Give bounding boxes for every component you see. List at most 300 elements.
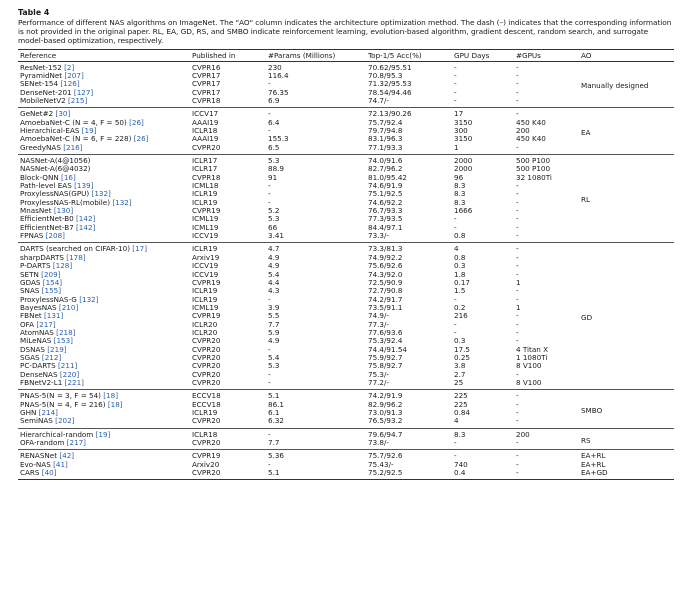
citation-link[interactable]: [154] [42, 278, 63, 287]
cell-gpu-days: 0.25 [454, 353, 471, 362]
cell-gpus: 200 [516, 127, 530, 136]
cell-gpus: - [516, 253, 519, 262]
cell-params: 5.4 [268, 353, 280, 362]
cell-params: 5.5 [268, 312, 280, 321]
cell-params: - [268, 182, 271, 191]
citation-link[interactable]: [132] [79, 295, 99, 304]
cell-reference [18, 108, 190, 119]
method-name: ProxylessNAS-G [20, 295, 77, 304]
cell-published-in: ICLR17 [192, 156, 218, 166]
header-gpus: #GPUs [514, 49, 579, 61]
cell-params: 91 [268, 173, 278, 182]
cell-reference [18, 207, 190, 215]
cell-accuracy: 75.6/92.6 [368, 262, 403, 271]
citation-link[interactable]: [155] [41, 287, 62, 296]
cell-published-in: CVPR20 [192, 362, 221, 371]
citation-link[interactable]: [127] [73, 88, 94, 97]
citation-link[interactable]: [18] [103, 391, 119, 401]
cell-published-in: ICCV19 [192, 232, 219, 241]
cell-gpus: - [516, 198, 519, 207]
method-name: GHN [20, 409, 37, 418]
cell-accuracy: 74.6/91.9 [368, 182, 403, 191]
cell-gpus: 32 1080Ti [516, 173, 552, 182]
citation-link[interactable]: [26] [129, 118, 144, 127]
cell-params: 4.9 [268, 262, 280, 271]
method-name: ProxylessNAS(GPU) [20, 190, 90, 199]
cell-accuracy: 81.0/95.42 [368, 173, 408, 182]
cell-ao: GD [581, 312, 593, 322]
cell-accuracy: 77.6/93.6 [368, 328, 403, 337]
cell-gpu-days: 2000 [454, 156, 473, 166]
citation-link[interactable]: [178] [66, 253, 86, 262]
table-header-row [18, 49, 674, 61]
cell-reference [18, 417, 190, 428]
method-name: PC-DARTS [20, 362, 56, 371]
cell-gpu-days: 4 [454, 244, 459, 254]
table-row [18, 329, 674, 337]
cell-gpu-days: 0.3 [454, 337, 466, 346]
cell-reference [18, 215, 190, 223]
method-name: EfficientNet-B0 [20, 215, 74, 224]
cell-published-in: ECCV18 [192, 400, 221, 409]
cell-accuracy: 74.7/- [368, 96, 390, 105]
cell-reference [18, 155, 190, 166]
cell-gpus: - [516, 370, 519, 379]
cell-gpu-days: - [454, 88, 457, 97]
cell-published-in: CVPR20 [192, 370, 221, 379]
citation-link[interactable]: [132] [91, 190, 111, 199]
header-reference: Reference [18, 49, 190, 61]
cell-gpus: - [516, 223, 519, 232]
citation-link[interactable]: [128] [52, 262, 73, 271]
table-row [18, 461, 674, 469]
table-row-group [18, 450, 674, 480]
cell-ao: EA+GD [581, 469, 608, 478]
cell-gpus: - [516, 337, 519, 346]
table-row [18, 182, 674, 190]
cell-reference [18, 439, 190, 450]
citation-link[interactable]: [207] [64, 71, 84, 80]
method-name: MnasNet [20, 207, 52, 216]
cell-gpus: 500 P100 [516, 165, 551, 174]
method-name: MobileNetV2 [20, 96, 66, 105]
cell-published-in: CVPR16 [192, 62, 221, 72]
cell-gpus: - [516, 400, 519, 409]
citation-link[interactable]: [40] [41, 469, 57, 478]
citation-link[interactable]: [210] [58, 303, 79, 312]
citation-link[interactable]: [19] [95, 429, 111, 439]
cell-gpu-days: 0.84 [454, 409, 471, 418]
method-name: P-DARTS [20, 262, 51, 271]
cell-params: - [268, 429, 271, 439]
cell-published-in: CVPR17 [192, 80, 221, 89]
cell-accuracy: 72.13/90.26 [368, 109, 412, 119]
cell-ao: RL [581, 195, 590, 205]
cell-gpu-days: 8.3 [454, 429, 466, 439]
cell-gpus: - [516, 96, 519, 105]
citation-link[interactable]: [216] [63, 143, 83, 152]
cell-accuracy: 75.43/- [368, 460, 394, 469]
cell-published-in: ECCV18 [192, 391, 221, 401]
cell-reference [18, 80, 190, 88]
citation-link[interactable]: [19] [81, 127, 97, 136]
citation-link[interactable]: [126] [60, 80, 80, 89]
cell-gpu-days: 1.8 [454, 270, 466, 279]
cell-params: 76.35 [268, 88, 289, 97]
citation-link[interactable]: [41] [53, 460, 68, 469]
cell-published-in: ICLR19 [192, 244, 218, 254]
citation-link[interactable]: [42] [59, 451, 75, 461]
cell-gpu-days: 2.7 [454, 370, 466, 379]
method-name: GreedyNAS [20, 143, 61, 152]
cell-params: 5.3 [268, 156, 280, 166]
cell-gpu-days: 0.17 [454, 278, 471, 287]
method-name: BayesNAS [20, 303, 57, 312]
method-name: MiLeNAS [20, 337, 52, 346]
cell-params: 6.4 [268, 118, 280, 127]
table-row [18, 469, 674, 480]
cell-params: 5.4 [268, 270, 280, 279]
header-accuracy: Top-1/5 Acc(%) [366, 49, 452, 61]
cell-gpu-days: 1 [454, 143, 459, 152]
cell-params: - [268, 378, 271, 387]
method-name: NASNet-A(4@1056) [20, 156, 91, 166]
cell-accuracy: 75.7/92.6 [368, 451, 403, 461]
cell-ao: EA+RL [581, 460, 606, 469]
cell-accuracy: 74.0/91.6 [368, 156, 403, 166]
method-name: FPNAS [20, 232, 44, 241]
cell-gpu-days: - [454, 96, 457, 105]
cell-params: 4.7 [268, 244, 280, 254]
cell-gpus: - [516, 143, 519, 152]
cell-published-in: Arxiv20 [192, 460, 220, 469]
method-name: AmoebaNet-C (N = 4, F = 50) [20, 118, 127, 127]
cell-gpus: - [516, 71, 519, 80]
table-row [18, 215, 674, 223]
table-row-group [18, 61, 674, 108]
cell-params: 4.4 [268, 278, 280, 287]
table-label: Table 4 [18, 8, 50, 17]
table-row [18, 409, 674, 417]
method-name: PyramidNet [20, 71, 63, 80]
cell-reference [18, 409, 190, 417]
method-name: ResNet-152 [20, 62, 62, 72]
table-row [18, 354, 674, 362]
cell-accuracy: 75.1/92.5 [368, 190, 403, 199]
cell-gpu-days: 3150 [454, 118, 473, 127]
cell-published-in: CVPR19 [192, 312, 221, 321]
citation-link[interactable]: [30] [55, 109, 71, 119]
table-row-group [18, 243, 674, 390]
cell-accuracy: 74.9/- [368, 312, 390, 321]
table-row [18, 312, 674, 320]
table-row [18, 346, 674, 354]
cell-gpu-days: - [454, 328, 457, 337]
cell-params: - [268, 109, 271, 119]
cell-gpus: - [516, 320, 519, 329]
cell-ao: EA [581, 127, 591, 137]
cell-params: 6.1 [268, 409, 280, 418]
citation-link[interactable]: [202] [55, 417, 75, 426]
cell-gpus: - [516, 232, 519, 241]
cell-gpus: - [516, 215, 519, 224]
cell-accuracy: 70.8/95.3 [368, 71, 403, 80]
cell-published-in: ICLR19 [192, 409, 218, 418]
citation-link[interactable]: [142] [76, 223, 96, 232]
cell-gpus: 1 [516, 278, 521, 287]
method-name: SemiNAS [20, 417, 53, 426]
cell-params: - [268, 198, 271, 207]
cell-accuracy: 75.9/92.7 [368, 353, 403, 362]
cell-accuracy: 74.2/91.7 [368, 295, 403, 304]
cell-gpu-days: 96 [454, 173, 464, 182]
method-name: AmoebaNet-C (N = 6, F = 228) [20, 135, 132, 144]
citation-link[interactable]: [17] [132, 244, 148, 254]
cell-reference [18, 279, 190, 287]
method-name: AtomNAS [20, 328, 54, 337]
cell-params: 230 [268, 62, 282, 72]
cell-params: 5.3 [268, 215, 280, 224]
citation-link[interactable]: [18] [107, 400, 123, 409]
cell-gpus: 1 1080Ti [516, 353, 548, 362]
cell-gpus: - [516, 328, 519, 337]
cell-reference [18, 354, 190, 362]
method-name: Evo-NAS [20, 460, 51, 469]
citation-link[interactable]: [219] [47, 345, 67, 354]
method-name: OFA-random [20, 439, 65, 448]
table-row [18, 207, 674, 215]
citation-link[interactable]: [2] [64, 62, 75, 72]
cell-published-in: CVPR20 [192, 439, 221, 448]
cell-gpus: - [516, 439, 519, 448]
table-row [18, 72, 674, 80]
cell-accuracy: 71.32/95.53 [368, 80, 412, 89]
cell-accuracy: 75.3/92.4 [368, 337, 403, 346]
cell-accuracy: 76.5/93.2 [368, 417, 403, 426]
cell-params: 88.9 [268, 165, 285, 174]
cell-published-in: CVPR20 [192, 353, 221, 362]
table-row [18, 127, 674, 135]
cell-reference [18, 287, 190, 295]
table-row [18, 379, 674, 390]
cell-published-in: ICLR17 [192, 165, 218, 174]
cell-accuracy: 82.9/96.2 [368, 400, 403, 409]
method-name: DSNAS [20, 345, 45, 354]
table-row [18, 287, 674, 295]
citation-link[interactable]: [211] [58, 362, 78, 371]
cell-reference [18, 89, 190, 97]
cell-gpu-days: 0.3 [454, 262, 466, 271]
cell-published-in: ICLR18 [192, 127, 218, 136]
cell-gpus: - [516, 270, 519, 279]
cell-gpus: - [516, 109, 519, 119]
cell-gpus: - [516, 417, 519, 426]
cell-accuracy: 73.3/- [368, 232, 390, 241]
cell-gpu-days: 17 [454, 109, 464, 119]
cell-params: - [268, 190, 271, 199]
cell-gpus: 450 K40 [516, 118, 546, 127]
cell-published-in: CVPR18 [192, 173, 221, 182]
cell-accuracy: 78.54/94.46 [368, 88, 412, 97]
citation-link[interactable]: [218] [56, 328, 76, 337]
cell-reference [18, 224, 190, 232]
cell-gpu-days: 740 [454, 460, 468, 469]
table-row [18, 243, 674, 254]
method-name: ProxylessNAS-RL(mobile) [20, 198, 111, 207]
cell-accuracy: 77.3/- [368, 320, 390, 329]
cell-accuracy: 77.2/- [368, 378, 390, 387]
cell-reference [18, 321, 190, 329]
citation-link[interactable]: [131] [43, 312, 64, 321]
cell-gpu-days: 2000 [454, 165, 473, 174]
cell-gpu-days: 0.4 [454, 469, 466, 478]
cell-gpus: - [516, 182, 519, 191]
cell-gpus: 1 [516, 303, 521, 312]
cell-gpus: - [516, 244, 519, 254]
cell-gpus: - [516, 460, 519, 469]
cell-gpus: - [516, 62, 519, 72]
cell-published-in: CVPR19 [192, 207, 221, 216]
cell-reference [18, 127, 190, 135]
method-name: SNAS [20, 287, 40, 296]
table-row [18, 296, 674, 304]
cell-reference [18, 190, 190, 198]
cell-accuracy: 83.1/96.3 [368, 135, 403, 144]
citation-link[interactable]: [16] [61, 173, 76, 182]
cell-gpu-days: - [454, 80, 457, 89]
cell-gpu-days: 0.8 [454, 232, 466, 241]
cell-published-in: ICCV19 [192, 262, 219, 271]
citation-link[interactable]: [221] [64, 378, 84, 387]
cell-published-in: ICML19 [192, 223, 219, 232]
table-row-group [18, 390, 674, 428]
citation-link[interactable]: [215] [67, 96, 88, 105]
citation-link[interactable]: [212] [41, 353, 62, 362]
table-row [18, 401, 674, 409]
cell-gpu-days: 1666 [454, 207, 473, 216]
cell-params: 4.9 [268, 253, 280, 262]
cell-params: - [268, 370, 271, 379]
cell-reference [18, 362, 190, 370]
citation-link[interactable]: [220] [59, 370, 80, 379]
cell-reference [18, 182, 190, 190]
citation-link[interactable]: [217] [66, 439, 86, 448]
cell-gpu-days: - [454, 215, 457, 224]
method-name: CARS [20, 469, 40, 478]
cell-gpu-days: - [454, 295, 457, 304]
method-name: SGAS [20, 353, 40, 362]
cell-published-in: ICML18 [192, 182, 219, 191]
cell-gpus: - [516, 391, 519, 401]
cell-reference [18, 199, 190, 207]
cell-gpu-days: - [454, 451, 457, 461]
citation-link[interactable]: [142] [76, 215, 96, 224]
table-row-group [18, 108, 674, 155]
cell-params: - [268, 127, 271, 136]
method-name: Block-QNN [20, 173, 59, 182]
cell-reference [18, 379, 190, 390]
cell-gpu-days: - [454, 223, 457, 232]
cell-gpus: 8 V100 [516, 362, 542, 371]
cell-published-in: ICML19 [192, 303, 219, 312]
cell-reference [18, 254, 190, 262]
cell-published-in: ICLR20 [192, 328, 218, 337]
citation-link[interactable]: [130] [53, 207, 74, 216]
cell-accuracy: 79.6/94.7 [368, 429, 403, 439]
cell-gpu-days: - [454, 320, 457, 329]
cell-accuracy: 75.7/92.4 [368, 118, 403, 127]
method-name: Hierarchical-EAS [20, 127, 80, 136]
cell-reference [18, 61, 190, 72]
cell-accuracy: 79.7/94.8 [368, 127, 403, 136]
table-row [18, 89, 674, 97]
citation-link[interactable]: [209] [41, 270, 61, 279]
cell-gpus: 4 Titan X [516, 345, 549, 354]
table-row [18, 224, 674, 232]
citation-link[interactable]: [26] [133, 135, 149, 144]
cell-gpu-days: 25 [454, 378, 464, 387]
cell-reference [18, 469, 190, 480]
cell-reference [18, 232, 190, 243]
citation-link[interactable]: [153] [53, 337, 73, 346]
method-name: GeNet#2 [20, 109, 54, 119]
cell-gpu-days: 3150 [454, 135, 473, 144]
cell-params: 86.1 [268, 400, 285, 409]
header-params: #Params (Millions) [266, 49, 366, 61]
citation-link[interactable]: [139] [74, 182, 94, 191]
cell-published-in: CVPR18 [192, 96, 221, 105]
citation-link[interactable]: [217] [36, 320, 56, 329]
method-name: SENet-154 [20, 80, 59, 89]
cell-reference [18, 450, 190, 461]
table-row-group [18, 428, 674, 450]
cell-accuracy: 74.3/92.0 [368, 270, 403, 279]
cell-gpu-days: 17.5 [454, 345, 471, 354]
cell-reference [18, 329, 190, 337]
cell-reference [18, 304, 190, 312]
cell-published-in: CVPR20 [192, 378, 221, 387]
nas-results-table [18, 49, 674, 481]
citation-link[interactable]: [132] [112, 198, 132, 207]
cell-published-in: ICML19 [192, 215, 219, 224]
table-row [18, 165, 674, 173]
cell-gpu-days: - [454, 62, 457, 72]
method-name: NASNet-A(6@4032) [20, 165, 91, 174]
citation-link[interactable]: [214] [38, 409, 58, 418]
method-name: GDAS [20, 278, 41, 287]
cell-gpus: - [516, 451, 519, 461]
cell-params: - [268, 295, 271, 304]
citation-link[interactable]: [208] [45, 232, 65, 241]
cell-accuracy: 82.7/96.2 [368, 165, 403, 174]
cell-reference [18, 428, 190, 439]
cell-published-in: CVPR17 [192, 88, 221, 97]
table-row [18, 135, 674, 143]
cell-published-in: CVPR19 [192, 451, 221, 461]
cell-params: 5.2 [268, 207, 280, 216]
cell-published-in: AAAI19 [192, 135, 219, 144]
cell-reference [18, 312, 190, 320]
table-row [18, 362, 674, 370]
cell-gpu-days: - [454, 71, 457, 80]
cell-reference [18, 346, 190, 354]
cell-params: 5.1 [268, 469, 280, 478]
table-row [18, 428, 674, 439]
cell-gpus: - [516, 190, 519, 199]
method-name: FBNet [20, 312, 42, 321]
cell-ao: RS [581, 435, 591, 445]
cell-params: 4.9 [268, 337, 280, 346]
